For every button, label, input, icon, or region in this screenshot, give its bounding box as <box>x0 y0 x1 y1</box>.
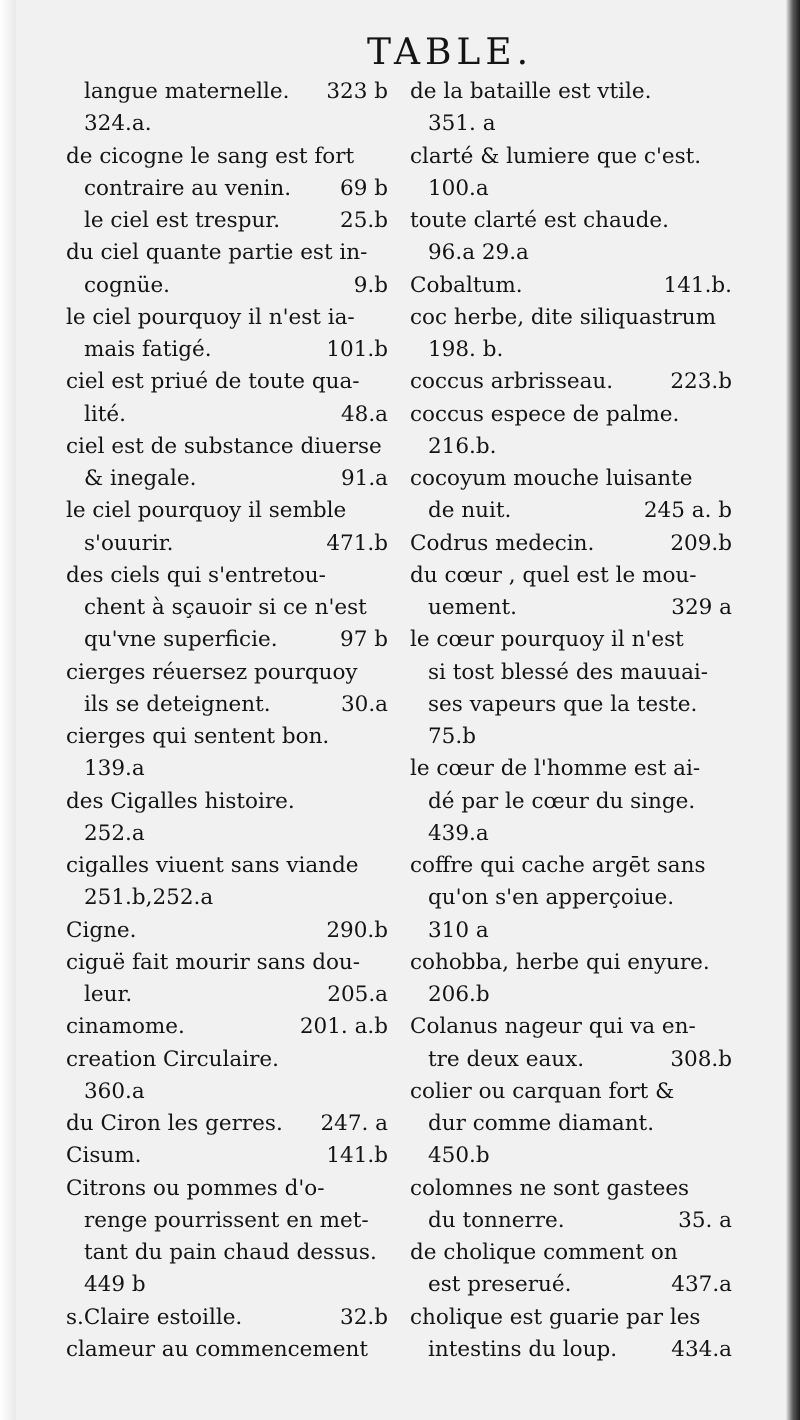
index-entry-line <box>410 1334 732 1366</box>
index-entry-line <box>66 173 388 205</box>
entry-text: 96.a 29.a <box>428 240 529 266</box>
entry-text: renge pourrissent en met- <box>84 1207 369 1233</box>
index-entry-line <box>66 431 388 463</box>
entry-text: 351. a <box>428 111 496 137</box>
entry-text: 310 a <box>428 917 489 943</box>
entry-page-ref: 35. a <box>678 1207 732 1233</box>
entry-page-ref: 209.b <box>670 530 732 556</box>
index-entry-line <box>66 721 388 753</box>
index-entry-line <box>66 1044 388 1076</box>
index-entry-line <box>66 1237 388 1269</box>
entry-text: dur comme diamant. <box>428 1111 655 1136</box>
page-left-margin <box>0 0 16 1420</box>
page-binding-shadow <box>786 0 800 1420</box>
index-entry-line <box>410 528 732 560</box>
index-entry-line <box>410 689 732 721</box>
index-entry-line <box>66 850 388 882</box>
entry-text: cohobba, herbe qui enyure. <box>410 949 710 975</box>
entry-page-ref: 30.a <box>340 691 388 717</box>
index-entry-line <box>66 399 388 431</box>
index-entry-line <box>410 366 732 398</box>
entry-page-ref: 48.a <box>340 401 388 427</box>
entry-text: 360.a <box>84 1078 145 1104</box>
index-column-left <box>66 76 388 1366</box>
entry-text: 139.a <box>84 756 145 782</box>
entry-text: Citrons ou pommes d'o- <box>66 1175 325 1201</box>
entry-text: clarté & lumiere que c'est. <box>410 143 702 169</box>
index-entry-line <box>410 495 732 527</box>
entry-page-ref: 91.a <box>340 466 388 491</box>
index-entry-line <box>410 431 732 463</box>
index-entry-line <box>410 399 732 431</box>
entry-text: intestins du loup. <box>428 1336 618 1362</box>
index-entry-line <box>66 463 388 495</box>
index-entry-line <box>410 753 732 785</box>
index-entry-line <box>66 334 388 366</box>
entry-page-ref: 32.b <box>340 1304 388 1330</box>
entry-text: de nuit. <box>428 498 512 524</box>
entry-text: du Ciron les gerres. <box>66 1111 283 1136</box>
page-header <box>0 28 800 78</box>
entry-text: 439.a <box>428 820 489 846</box>
entry-text: chent à sçauoir si ce n'est <box>84 595 367 620</box>
index-entry-line <box>410 463 732 495</box>
entry-page-ref: 101.b <box>326 337 388 362</box>
entry-text: le ciel pourquoy il n'est ia- <box>66 304 355 330</box>
index-entry-line <box>410 237 732 269</box>
entry-text: le ciel pourquoy il semble <box>66 498 347 524</box>
entry-page-ref: 9.b <box>353 272 388 298</box>
index-entry-line <box>410 205 732 237</box>
entry-text: 75.b <box>428 724 476 749</box>
entry-text: 206.b <box>428 982 490 1007</box>
entry-text: 100.a <box>428 175 489 201</box>
entry-text: le cœur de l'homme est ai- <box>410 756 701 782</box>
index-entry-line <box>410 1076 732 1108</box>
index-entry-line <box>410 947 732 979</box>
entry-text: ciguë fait mourir sans dou- <box>66 949 361 975</box>
entry-text: qu'on s'en apperçoiue. <box>428 885 675 911</box>
entry-page-ref: 437.a <box>671 1272 732 1298</box>
entry-text: de la bataille est vtile. <box>410 79 652 104</box>
entry-text: langue maternelle. <box>84 79 290 104</box>
entry-text: cognüe. <box>84 272 170 298</box>
entry-text: clameur au commencement <box>66 1336 368 1362</box>
index-entry-line <box>410 1011 732 1043</box>
page-title: TABLE. <box>366 32 534 73</box>
index-entry-line <box>66 560 388 592</box>
index-column-right <box>410 76 732 1366</box>
entry-text: Codrus medecin. <box>410 530 595 556</box>
index-entry-line <box>410 76 732 108</box>
entry-text: ils se deteignent. <box>84 691 271 717</box>
entry-text: cocoyum mouche luisante <box>410 466 693 491</box>
index-entry-line <box>66 270 388 302</box>
entry-text: 449 b <box>84 1272 146 1298</box>
entry-page-ref: 323 b <box>326 79 388 104</box>
index-entry-line <box>410 1044 732 1076</box>
index-entry-line <box>410 108 732 140</box>
index-entry-line <box>410 657 732 689</box>
index-entry-line <box>66 1302 388 1334</box>
entry-text: coccus arbrisseau. <box>410 369 614 395</box>
index-entry-line <box>410 915 732 947</box>
index-entry-line <box>410 1269 732 1301</box>
entry-text: 252.a <box>84 820 145 846</box>
index-entry-line <box>66 237 388 269</box>
entry-text: s'ouurir. <box>84 530 174 556</box>
entry-page-ref: 471.b <box>326 530 388 556</box>
index-entry-line <box>66 753 388 785</box>
index-entry-line <box>410 882 732 914</box>
entry-text: des Cigalles histoire. <box>66 788 295 814</box>
index-entry-line <box>66 1334 388 1366</box>
entry-text: contraire au venin. <box>84 175 292 201</box>
entry-page-ref: 290.b <box>326 917 388 943</box>
entry-page-ref: 245 a. b <box>643 498 732 524</box>
index-entry-line <box>410 721 732 753</box>
index-entry-line <box>66 1269 388 1301</box>
index-entry-line <box>66 1011 388 1043</box>
entry-text: 216.b. <box>428 433 497 459</box>
index-entry-line <box>410 818 732 850</box>
index-entry-line <box>410 1173 732 1205</box>
entry-text: ses vapeurs que la teste. <box>428 691 698 717</box>
index-entry-line <box>410 334 732 366</box>
index-entry-line <box>410 1140 732 1172</box>
entry-text: ciel est de substance diuerse <box>66 433 382 459</box>
entry-text: uement. <box>428 595 518 620</box>
index-entry-line <box>66 495 388 527</box>
entry-text: le ciel est trespur. <box>84 208 281 233</box>
entry-text: cierges réuersez pourquoy <box>66 659 358 685</box>
index-entry-line <box>66 624 388 656</box>
entry-text: du cœur , quel est le mou- <box>410 562 697 588</box>
entry-text: des ciels qui s'entretou- <box>66 562 326 588</box>
entry-text: coccus espece de palme. <box>410 401 680 427</box>
entry-text: cierges qui sentent bon. <box>66 724 330 749</box>
index-entry-line <box>410 1205 732 1237</box>
index-entry-line <box>66 76 388 108</box>
entry-text: du ciel quante partie est in- <box>66 240 368 266</box>
index-entry-line <box>410 979 732 1011</box>
index-entry-line <box>66 592 388 624</box>
entry-text: toute clarté est chaude. <box>410 208 669 233</box>
entry-text: & inegale. <box>84 466 197 491</box>
index-entry-line <box>66 786 388 818</box>
entry-page-ref: 329 a <box>671 595 732 620</box>
index-entry-line <box>66 205 388 237</box>
entry-page-ref: 205.a <box>327 982 388 1007</box>
entry-text: cigalles viuent sans viande <box>66 853 359 878</box>
index-entry-line <box>66 141 388 173</box>
index-entry-line <box>66 979 388 1011</box>
index-entry-line <box>410 270 732 302</box>
index-entry-line <box>410 786 732 818</box>
entry-text: 198. b. <box>428 337 504 362</box>
index-entry-line <box>410 1302 732 1334</box>
index-entry-line <box>410 1108 732 1140</box>
index-entry-line <box>66 947 388 979</box>
entry-text: 324.a. <box>84 111 152 137</box>
index-entry-line <box>66 366 388 398</box>
entry-text: Cigne. <box>66 917 137 943</box>
entry-text: leur. <box>84 982 133 1007</box>
index-entry-line <box>66 882 388 914</box>
index-entry-line <box>66 1108 388 1140</box>
entry-text: Cobaltum. <box>410 272 523 298</box>
index-entry-line <box>410 141 732 173</box>
entry-text: 251.b,252.a <box>84 885 214 911</box>
entry-text: de cholique comment on <box>410 1240 678 1265</box>
entry-text: qu'vne superficie. <box>84 627 278 653</box>
index-entry-line <box>410 592 732 624</box>
index-entry-line <box>66 528 388 560</box>
entry-text: cinamome. <box>66 1014 185 1040</box>
index-entry-line <box>410 1237 732 1269</box>
index-entry-line <box>410 560 732 592</box>
index-entry-line <box>66 302 388 334</box>
entry-text: du tonnerre. <box>428 1207 565 1233</box>
index-entry-line <box>410 173 732 205</box>
entry-page-ref: 308.b <box>670 1046 732 1072</box>
entry-page-ref: 141.b <box>326 1143 388 1169</box>
index-entry-line <box>410 624 732 656</box>
entry-text: mais fatigé. <box>84 337 212 362</box>
index-entry-line <box>410 302 732 334</box>
entry-page-ref: 247. a <box>320 1111 388 1136</box>
entry-text: Colanus nageur qui va en- <box>410 1014 696 1040</box>
entry-page-ref: 97 b <box>340 627 388 653</box>
entry-page-ref: 201. a.b <box>299 1014 388 1040</box>
entry-page-ref: 69 b <box>340 175 388 201</box>
entry-text: lité. <box>84 401 126 427</box>
index-entry-line <box>66 915 388 947</box>
entry-text: coffre qui cache argēt sans <box>410 853 706 878</box>
index-entry-line <box>410 850 732 882</box>
index-entry-line <box>66 1205 388 1237</box>
entry-text: dé par le cœur du singe. <box>428 788 696 814</box>
entry-text: est preserué. <box>428 1272 572 1298</box>
entry-text: le cœur pourquoy il n'est <box>410 627 684 653</box>
entry-text: s.Claire estoille. <box>66 1304 243 1330</box>
entry-text: tre deux eaux. <box>428 1046 585 1072</box>
entry-text: tant du pain chaud dessus. <box>84 1240 377 1265</box>
entry-text: ciel est priué de toute qua- <box>66 369 360 395</box>
entry-text: 450.b <box>428 1143 490 1169</box>
entry-text: cholique est guarie par les <box>410 1304 701 1330</box>
index-entry-line <box>66 1140 388 1172</box>
entry-text: creation Circulaire. <box>66 1046 279 1072</box>
entry-page-ref: 25.b <box>340 208 388 233</box>
index-entry-line <box>66 1076 388 1108</box>
entry-page-ref: 223.b <box>670 369 732 395</box>
entry-text: colier ou carquan fort & <box>410 1078 675 1104</box>
entry-page-ref: 141.b. <box>663 272 732 298</box>
index-entry-line <box>66 1173 388 1205</box>
index-entry-line <box>66 818 388 850</box>
index-entry-line <box>66 657 388 689</box>
index-entry-line <box>66 689 388 721</box>
entry-text: coc herbe, dite siliquastrum <box>410 304 716 330</box>
entry-text: si tost blessé des mauuai- <box>428 659 709 685</box>
entry-page-ref: 434.a <box>671 1336 732 1362</box>
index-entry-line <box>66 108 388 140</box>
entry-text: Cisum. <box>66 1143 142 1169</box>
entry-text: colomnes ne sont gastees <box>410 1175 690 1201</box>
entry-text: de cicogne le sang est fort <box>66 143 355 169</box>
